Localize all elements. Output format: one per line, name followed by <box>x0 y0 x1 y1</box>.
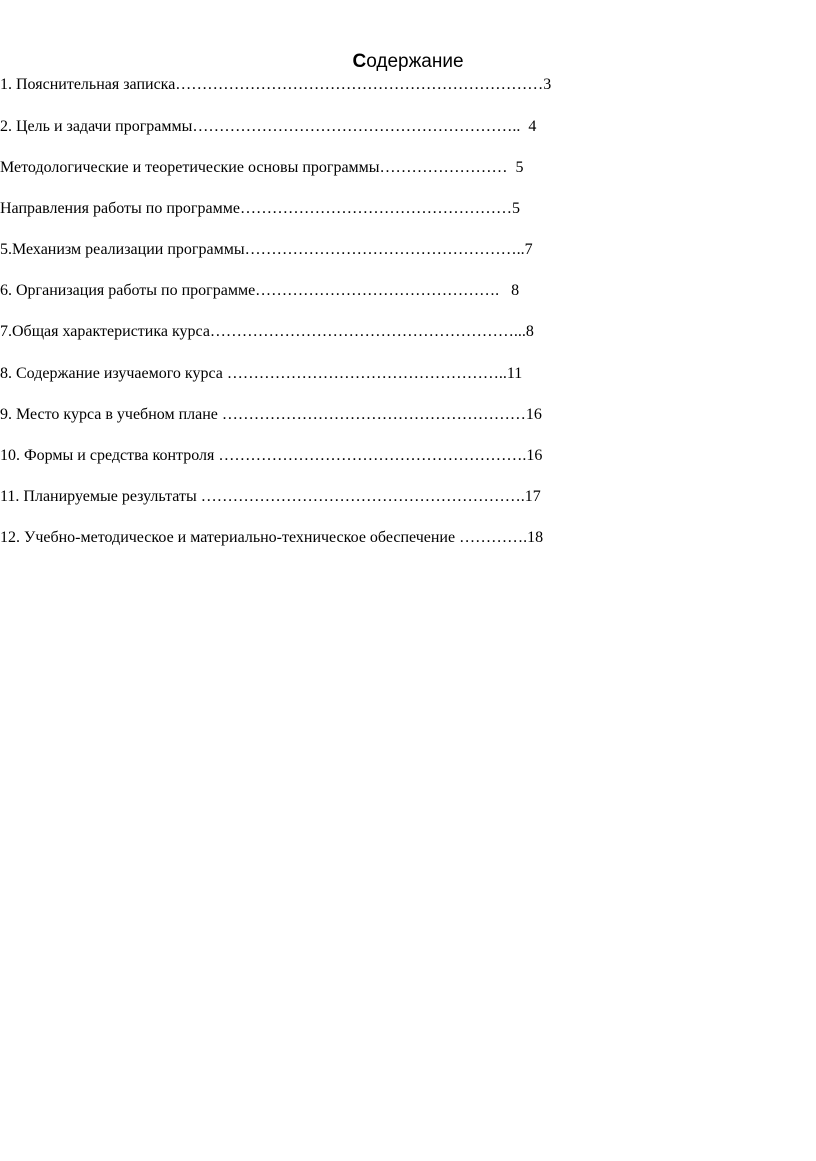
toc-item: Методологические и теоретические основы программы…………………… 5 <box>0 159 524 176</box>
toc-item: 11. Планируемые результаты …………………………………………………….17 <box>0 488 541 505</box>
title-first-letter: С <box>352 51 367 72</box>
toc-item: 6. Организация работы по программе………………………………………. 8 <box>0 282 520 299</box>
toc-item: 12. Учебно-методическое и материально-техническое обеспечение ………….18 <box>0 529 544 546</box>
page-title <box>0 50 816 74</box>
toc-item: 8. Содержание изучаемого курса ……………………………………………..11 <box>0 365 523 382</box>
toc-item: 2. Цель и задачи программы…………………………………………………….. 4 <box>0 118 537 135</box>
toc-item: 9. Место курса в учебном плане …………………………………………………16 <box>0 406 542 423</box>
toc-item: 1. Пояснительная записка……………………………………………………………3 <box>0 76 552 93</box>
title-rest: одержание <box>366 51 464 72</box>
toc-item: 5.Механизм реализации программы……………………………………………..7 <box>0 241 533 258</box>
toc-item: Направления работы по программе……………………………………………5 <box>0 200 520 217</box>
toc-item: 7.Общая характеристика курса…………………………………………………...8 <box>0 323 534 340</box>
toc-item: 10. Формы и средства контроля ………………………………………………….16 <box>0 447 543 464</box>
